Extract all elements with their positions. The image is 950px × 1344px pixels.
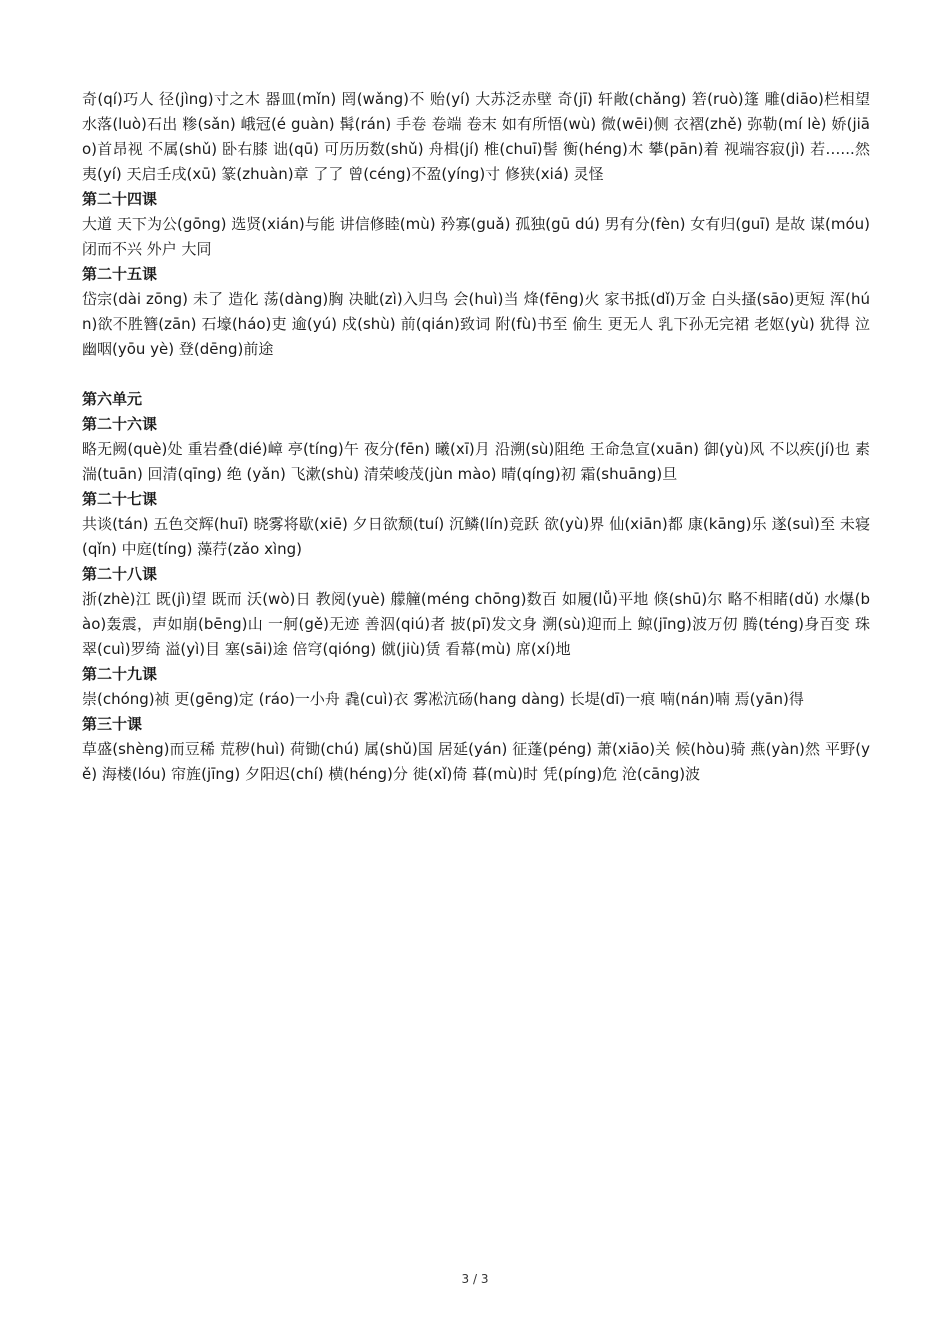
paragraph-lesson-29: 崇(chóng)祯 更(gēng)定 (ráo)一小舟 毳(cuì)衣 雾凇沆砀(hang dàng) 长堤(dī)一痕 喃(nán)喃 焉(yān)得 [82, 690, 804, 708]
heading-lesson-24: 第二十四课 [82, 190, 158, 208]
paragraph-lesson-26: 略无阙(què)处 重岩叠(dié)嶂 亭(tíng)午 夜分(fēn) 曦(xī)月 沿溯(sù)阻绝 王命急宣(xuān) 御(yù)风 不以疾(jí)也 素湍(tuān) 回清(qīng) 绝 (yǎn) 飞漱(shù) 清荣峻茂(jùn mào) 晴(qíng)初 霜(shuāng)旦 [82, 440, 870, 483]
heading-lesson-27: 第二十七课 [82, 490, 158, 508]
paragraph-lesson-30: 草盛(shèng)而豆稀 荒秽(huì) 荷锄(chú) 属(shǔ)国 居延(yán) 征蓬(péng) 萧(xiāo)关 候(hòu)骑 燕(yàn)然 平野(yě) 海楼(lóu) 帘旌(jīng) 夕阳迟(chí) 横(héng)分 徙(xǐ)倚 暮(mù)时 凭(píng)危 沧(cāng)波 [82, 740, 870, 783]
paragraph-lesson-25: 岱宗(dài zōng) 未了 造化 荡(dàng)胸 决眦(zì)入归鸟 会(huì)当 烽(fēng)火 家书抵(dǐ)万金 白头搔(sāo)更短 浑(hún)欲不胜簪(zān) 石壕(háo)吏 逾(yú) 戍(shù) 前(qián)致词 附(fù)书至 偷生 更无人 乳下孙无完裙 老妪(yù) 犹得 泣幽咽(yōu yè) 登(dēng)前途 [82, 290, 870, 358]
paragraph-lesson-27: 共谈(tán) 五色交辉(huī) 晓雾将歇(xiē) 夕日欲颓(tuí) 沉鳞(lín)竞跃 欲(yù)界 仙(xiān)都 康(kāng)乐 遂(suì)至 未寝(qǐn) 中庭(tíng) 藻荇(zǎo xìng) [82, 515, 870, 558]
document-body [82, 87, 870, 787]
paragraph-lesson-24: 大道 天下为公(gōng) 选贤(xián)与能 讲信修睦(mù) 矜寡(guǎ) 孤独(gū dú) 男有分(fèn) 女有归(guī) 是故 谋(móu)闭而不兴 外户 大同 [82, 215, 870, 258]
page-number: 3 / 3 [461, 1272, 489, 1286]
heading-lesson-30: 第三十课 [82, 715, 143, 733]
heading-lesson-29: 第二十九课 [82, 665, 158, 683]
paragraph-lesson-23-continued: 奇(qí)巧人 径(jìng)寸之木 器皿(mǐn) 罔(wǎng)不 贻(yí) 大苏泛赤壁 奇(jī) 轩敞(chǎng) 箬(ruò)篷 雕(diāo)栏相望 水落(luò)石出 糁(sǎn) 峨冠(é guàn) 髯(rán) 手卷 卷端 卷末 如有所悟(wù) 微(wēi)侧 衣褶(zhě) 弥勒(mí lè) 娇(jiāo)首昂视 不属(shǔ) 卧右膝 诎(qū) 可历历数(shǔ) 舟楫(jí) 椎(chuī)髻 衡(héng)木 攀(pān)着 视端容寂(jì) 若…...然 夷(yí) 天启壬戌(xū) 篆(zhuàn)章 了了 曾(céng)不盈(yíng)寸 修狭(xiá) 灵怪 [82, 90, 870, 183]
heading-unit-6: 第六单元 [82, 390, 143, 408]
paragraph-lesson-28: 浙(zhè)江 既(jì)望 既而 沃(wò)日 教阅(yuè) 艨艟(méng chōng)数百 如履(lǚ)平地 倏(shū)尔 略不相睹(dǔ) 水爆(bào)轰震，声如崩(bēng)山 一舸(gě)无迹 善泅(qiú)者 披(pī)发文身 溯(sù)迎而上 鲸(jīng)波万仞 腾(téng)身百变 珠翠(cuì)罗绮 溢(yì)目 塞(sāi)途 倍穹(qióng) 僦(jiù)赁 看幕(mù) 席(xí)地 [82, 590, 870, 658]
section-spacer [82, 362, 870, 387]
heading-lesson-28: 第二十八课 [82, 565, 158, 583]
heading-lesson-25: 第二十五课 [82, 265, 158, 283]
heading-lesson-26: 第二十六课 [82, 415, 158, 433]
